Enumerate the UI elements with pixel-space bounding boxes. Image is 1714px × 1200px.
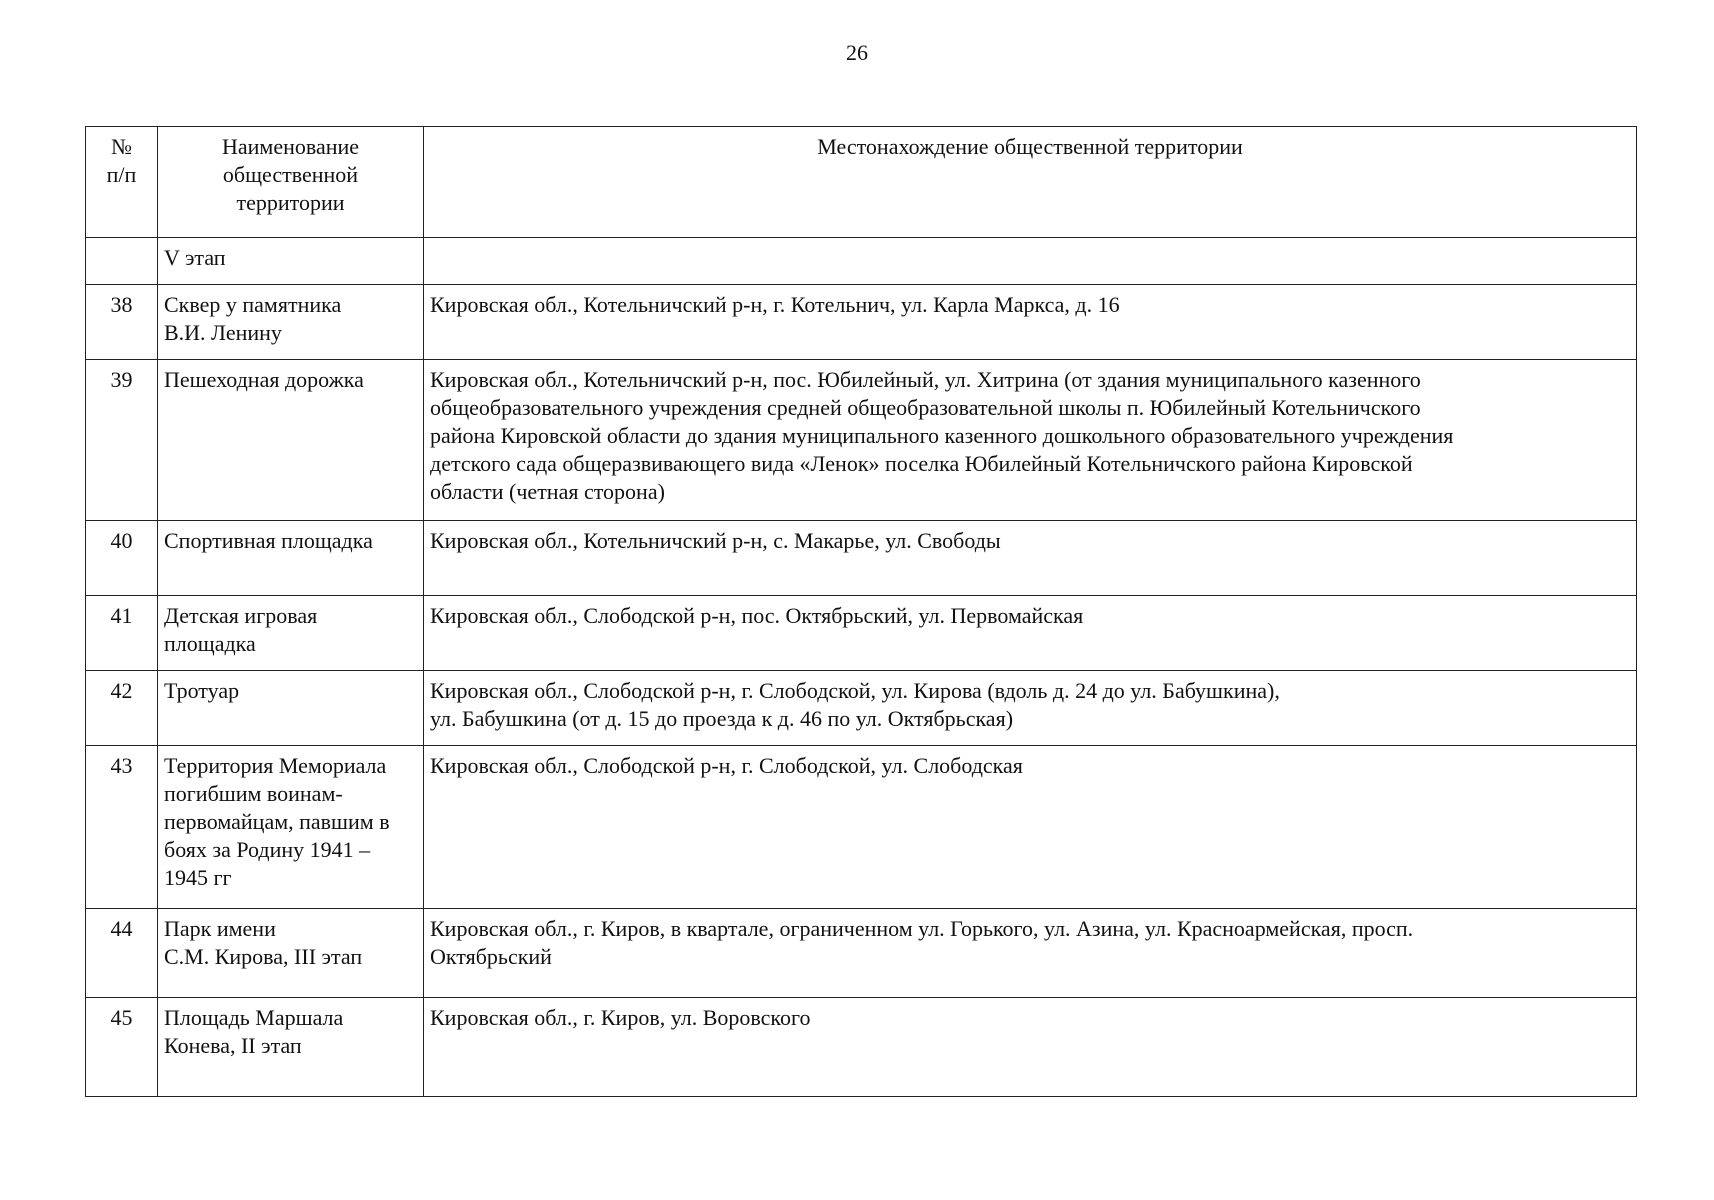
row-location: Кировская обл., Котельничский р-н, пос. Юбилейный, ул. Хитрина (от здания муниципального казенного общеобразовательного учреждения средней общеобразовательной школы п. Юбилейный Котельничского района Кировской области до здания муниципального казенного дошкольного образовательного учреждения детского сада общеразвивающего вида «Ленок» поселка Юбилейный Котельничского района Кировской области (четная сторона) bbox=[424, 360, 1637, 521]
row-location: Кировская обл., г. Киров, ул. Воровского bbox=[424, 998, 1637, 1097]
row-number: 43 bbox=[86, 746, 158, 909]
table-row bbox=[86, 521, 1637, 596]
territories-table bbox=[85, 126, 1637, 1097]
row-location: Кировская обл., Слободской р-н, г. Слободской, ул. Кирова (вдоль д. 24 до ул. Бабушкина), ул. Бабушкина (от д. 15 до проезда к д. 46 по ул. Октябрьская) bbox=[424, 671, 1637, 746]
row-name: Территория Мемориала погибшим воинам- первомайцам, павшим в боях за Родину 1941 – 1945 гг bbox=[158, 746, 424, 909]
row-name: Парк имени С.М. Кирова, III этап bbox=[158, 909, 424, 998]
row-name: Детская игровая площадка bbox=[158, 596, 424, 671]
row-location: Кировская обл., Котельничский р-н, с. Макарье, ул. Свободы bbox=[424, 521, 1637, 596]
row-location: Кировская обл., Слободской р-н, г. Слободской, ул. Слободская bbox=[424, 746, 1637, 909]
row-number: 38 bbox=[86, 285, 158, 360]
table-row bbox=[86, 746, 1637, 909]
row-name: Площадь Маршала Конева, II этап bbox=[158, 998, 424, 1097]
table-header-row bbox=[86, 127, 1637, 238]
stage-label: V этап bbox=[158, 238, 424, 285]
row-number: 45 bbox=[86, 998, 158, 1097]
header-name: Наименование общественной территории bbox=[158, 127, 424, 238]
header-number: № п/п bbox=[86, 127, 158, 238]
row-name: Спортивная площадка bbox=[158, 521, 424, 596]
stage-location-cell bbox=[424, 238, 1637, 285]
table-row bbox=[86, 671, 1637, 746]
row-location: Кировская обл., Слободской р-н, пос. Октябрьский, ул. Первомайская bbox=[424, 596, 1637, 671]
page-number: 26 bbox=[846, 40, 868, 65]
header-location: Местонахождение общественной территории bbox=[424, 127, 1637, 238]
table-row bbox=[86, 998, 1637, 1097]
row-name: Сквер у памятника В.И. Ленину bbox=[158, 285, 424, 360]
row-location: Кировская обл., г. Киров, в квартале, ограниченном ул. Горького, ул. Азина, ул. Красноармейская, просп. Октябрьский bbox=[424, 909, 1637, 998]
table-row bbox=[86, 596, 1637, 671]
stage-row bbox=[86, 238, 1637, 285]
table-row bbox=[86, 285, 1637, 360]
row-number: 39 bbox=[86, 360, 158, 521]
row-number: 42 bbox=[86, 671, 158, 746]
table-row bbox=[86, 360, 1637, 521]
row-number: 44 bbox=[86, 909, 158, 998]
row-name: Тротуар bbox=[158, 671, 424, 746]
stage-num-cell bbox=[86, 238, 158, 285]
row-number: 40 bbox=[86, 521, 158, 596]
row-location: Кировская обл., Котельничский р-н, г. Котельнич, ул. Карла Маркса, д. 16 bbox=[424, 285, 1637, 360]
table-row bbox=[86, 909, 1637, 998]
row-name: Пешеходная дорожка bbox=[158, 360, 424, 521]
row-number: 41 bbox=[86, 596, 158, 671]
